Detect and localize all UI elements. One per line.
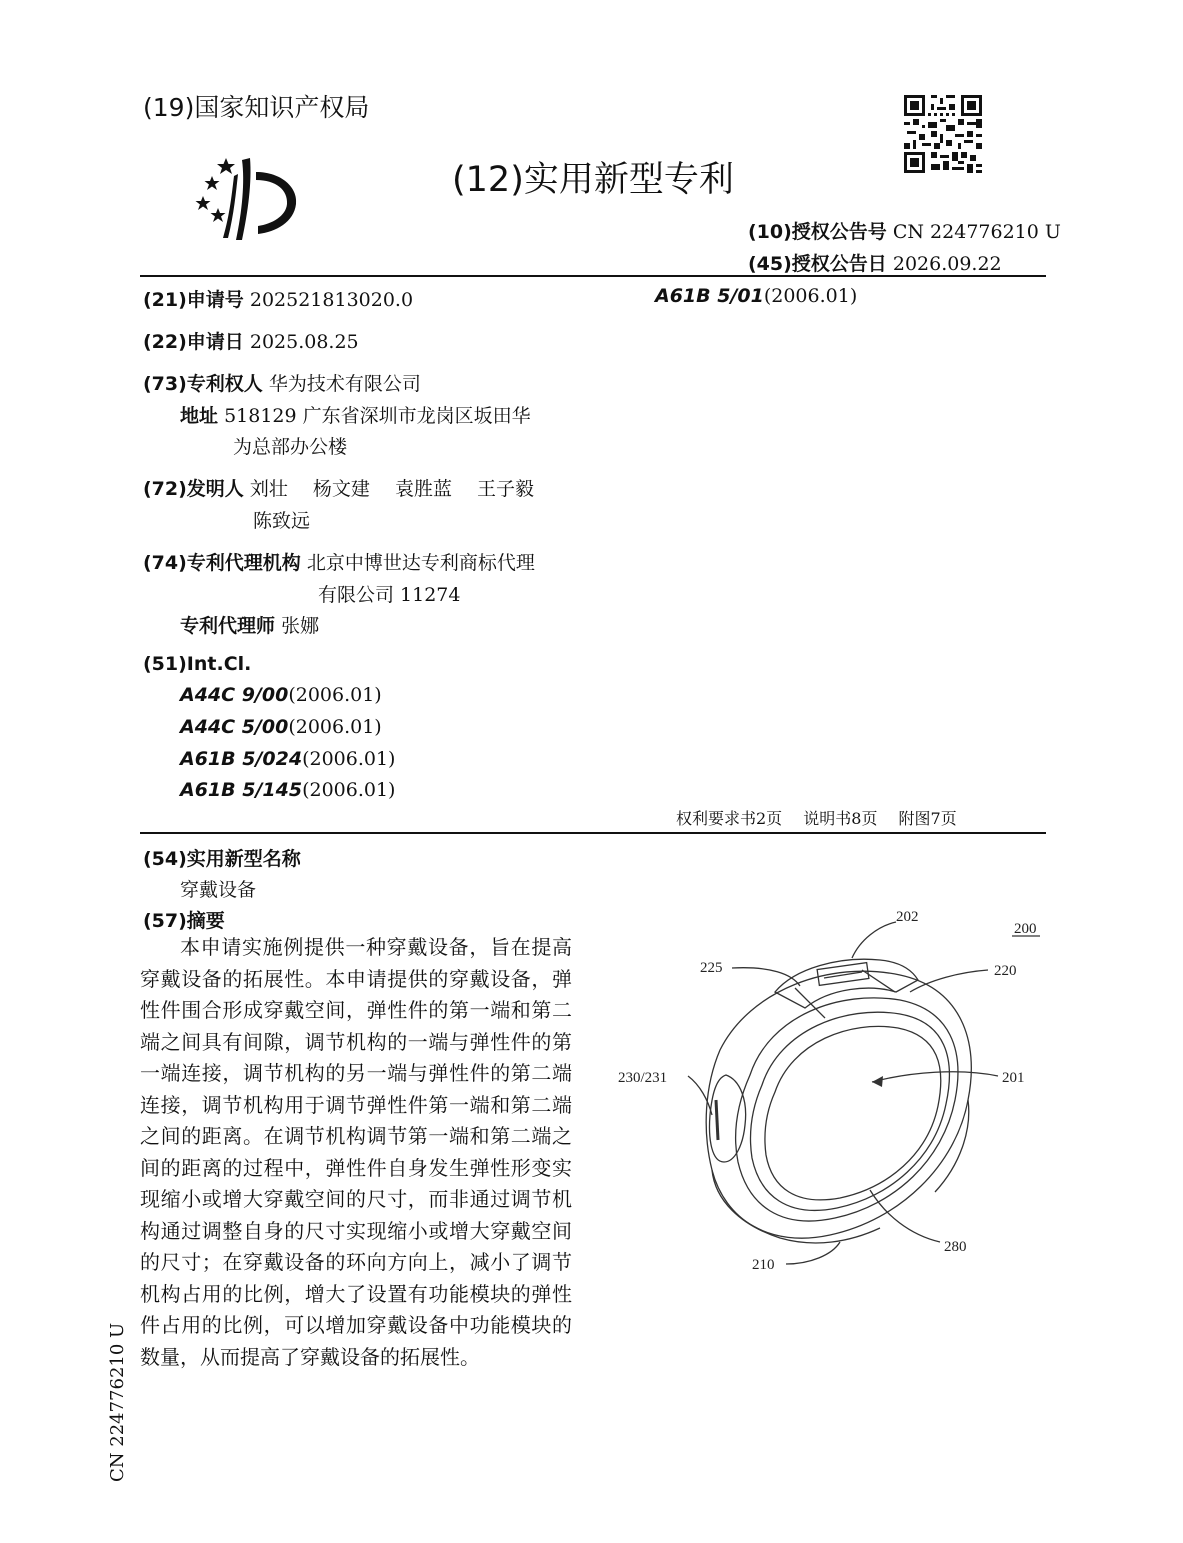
utility-model-title: 穿戴设备 xyxy=(180,879,257,901)
application-date: (22)申请日 2025.08.25 xyxy=(143,331,359,353)
side-publication-number: CN 224776210 U xyxy=(107,1322,128,1482)
patentee: (73)专利权人 华为技术有限公司 xyxy=(143,373,421,395)
address-continued: 为总部办公楼 xyxy=(233,436,348,458)
inventors-continued: 陈致远 xyxy=(253,510,311,532)
utility-model-title-label: (54)实用新型名称 xyxy=(143,848,301,870)
figure-label-230-231: 230/231 xyxy=(618,1070,668,1086)
patent-agent: 专利代理师 张娜 xyxy=(180,615,320,637)
cnipa-logo-icon xyxy=(190,152,308,244)
ipc-right-entry: A61B 5/01(2006.01) xyxy=(655,285,858,307)
qr-code-icon xyxy=(904,95,982,173)
application-number: (21)申请号 202521813020.0 xyxy=(143,289,414,311)
publication-number: (10)授权公告号 CN 224776210 U xyxy=(748,221,1061,243)
ipc-entry: A44C 5/00(2006.01) xyxy=(180,716,382,738)
figure-label-202: 202 xyxy=(896,909,919,925)
figure-label-210: 210 xyxy=(752,1257,775,1273)
figure-label-225: 225 xyxy=(700,960,723,976)
office-name: (19)国家知识产权局 xyxy=(143,93,370,122)
patent-agency-continued: 有限公司 11274 xyxy=(318,584,461,606)
header-divider xyxy=(140,275,1046,277)
abstract-text: 本申请实施例提供一种穿戴设备，旨在提高穿戴设备的拓展性。本申请提供的穿戴设备，弹性件围合形成穿戴空间，弹性件的第一端和第二端之间具有间隙，调节机构的一端与弹性件的第一端连接，调节机构的另一端与弹性件的第二端连接，调节机构用于调节弹性件第一端和第二端之间的距离。在调节机构调节第一端和第二端之间的距离的过程中，弹性件自身发生弹性形变实现缩小或增大穿戴空间的尺寸，而非通过调节机构通过调整自身的尺寸实现缩小或增大穿戴空间的尺寸；在穿戴设备的环向方向上，减小了调节机构占用的比例，增大了设置有功能模块的弹性件占用的比例，可以增加穿戴设备中功能模块的数量，从而提高了穿戴设备的拓展性。 xyxy=(140,935,572,1369)
patent-agency: (74)专利代理机构 北京中博世达专利商标代理 xyxy=(143,552,535,574)
inventors: (72)发明人 刘壮 杨文建 袁胜蓝 王子毅 xyxy=(143,478,534,500)
int-cl-label: (51)Int.Cl. xyxy=(143,653,252,675)
patent-figure xyxy=(600,900,1060,1290)
figure-label-220: 220 xyxy=(994,963,1017,979)
section-divider xyxy=(140,832,1046,834)
ipc-entry: A61B 5/024(2006.01) xyxy=(180,748,396,770)
figure-label-200: 200 xyxy=(1014,921,1037,937)
ipc-entry: A61B 5/145(2006.01) xyxy=(180,779,396,801)
ipc-entry: A44C 9/00(2006.01) xyxy=(180,684,382,706)
document-type: (12)实用新型专利 xyxy=(452,160,734,200)
abstract-label: (57)摘要 xyxy=(143,910,225,932)
address: 地址 518129 广东省深圳市龙岗区坂田华 xyxy=(180,405,531,427)
figure-label-280: 280 xyxy=(944,1239,967,1255)
pages-note: 权利要求书2页 说明书8页 附图7页 xyxy=(676,809,957,828)
figure-label-201: 201 xyxy=(1002,1070,1025,1086)
publication-date: (45)授权公告日 2026.09.22 xyxy=(748,253,1002,275)
